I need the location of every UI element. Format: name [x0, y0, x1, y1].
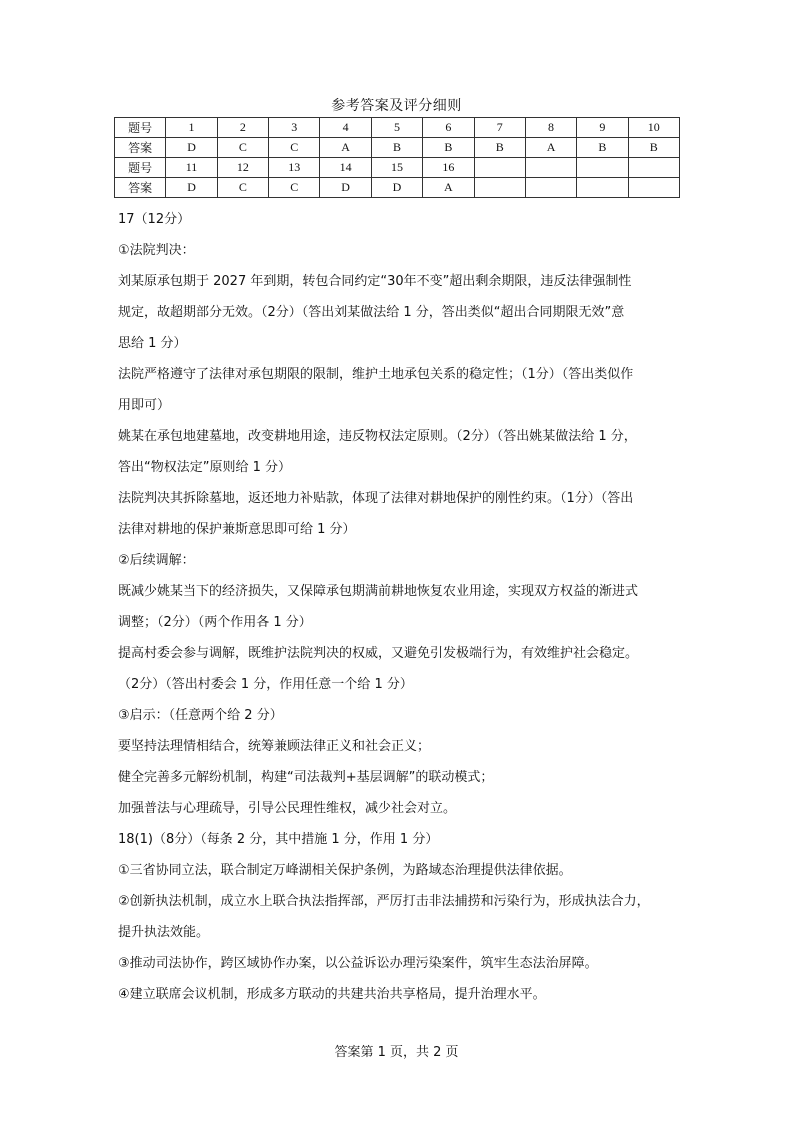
- table-cell: [525, 158, 576, 178]
- text-line: ③启示：（任意两个给 2 分）: [118, 708, 283, 723]
- table-cell: 15: [371, 158, 422, 178]
- table-cell: [474, 178, 525, 198]
- table-cell: 9: [577, 118, 628, 138]
- table-cell: [577, 158, 628, 178]
- text-line: 答出“物权法定”原则给 1 分）: [118, 460, 292, 475]
- text-line: 18(1)（8分）（每条 2 分，其中措施 1 分，作用 1 分）: [118, 832, 439, 847]
- text-line: ①法院判决：: [118, 243, 195, 258]
- page-title: 参考答案及评分细则: [331, 98, 462, 114]
- table-cell: B: [423, 138, 474, 158]
- table-cell: 11: [166, 158, 217, 178]
- table-row: [115, 118, 680, 138]
- text-line: 规定，故超期部分无效。（2分）（答出刘某做法给 1 分，答出类似“超出合同期限无效”意: [118, 305, 625, 320]
- text-line: 法律对耕地的保护兼斯意思即可给 1 分）: [118, 522, 356, 537]
- table-cell: 答案: [115, 138, 166, 158]
- table-cell: [628, 158, 679, 178]
- table-cell: 10: [628, 118, 679, 138]
- text-line: ③推动司法协作，跨区域协作办案，以公益诉讼办理污染案件，筑牢生态法治屏障。: [118, 956, 598, 971]
- table-cell: [577, 178, 628, 198]
- table-cell: 2: [217, 118, 268, 138]
- answer-table: [114, 117, 680, 198]
- table-cell: 16: [423, 158, 474, 178]
- page-footer: 答案第 1 页，共 2 页: [334, 1045, 459, 1060]
- text-line: 调整；（2分）（两个作用各 1 分）: [118, 615, 312, 630]
- table-cell: 题号: [115, 158, 166, 178]
- table-cell: D: [320, 178, 371, 198]
- text-line: 法院严格遵守了法律对承包期限的限制，维护土地承包关系的稳定性；（1分）（答出类似作: [118, 367, 634, 382]
- text-line: 要坚持法理情相结合，统筹兼顾法律正义和社会正义；: [118, 739, 431, 754]
- text-line: 刘某原承包期于 2027 年到期，转包合同约定“30年不变”超出剩余期限，违反法律强制性: [118, 274, 632, 289]
- text-line: 姚某在承包地建墓地，改变耕地用途，违反物权法定原则。（2分）（答出姚某做法给 1 分，: [118, 429, 637, 444]
- table-cell: B: [628, 138, 679, 158]
- table-cell: 1: [166, 118, 217, 138]
- table-cell: 3: [269, 118, 320, 138]
- table-cell: 7: [474, 118, 525, 138]
- text-line: 加强普法与心理疏导，引导公民理性维权，减少社会对立。: [118, 801, 457, 816]
- text-line: ①三省协同立法，联合制定万峰湖相关保护条例，为路域态治理提供法律依据。: [118, 863, 572, 878]
- text-line: 用即可）: [118, 398, 171, 413]
- table-cell: D: [166, 178, 217, 198]
- text-line: （2分）（答出村委会 1 分，作用任意一个给 1 分）: [118, 677, 413, 692]
- table-row: [115, 138, 680, 158]
- table-cell: B: [577, 138, 628, 158]
- table-cell: B: [371, 138, 422, 158]
- table-cell: 5: [371, 118, 422, 138]
- table-cell: [525, 178, 576, 198]
- table-cell: C: [217, 178, 268, 198]
- table-cell: A: [525, 138, 576, 158]
- table-cell: D: [166, 138, 217, 158]
- table-cell: 答案: [115, 178, 166, 198]
- table-cell: [474, 158, 525, 178]
- answer-explanations: [118, 204, 684, 1010]
- text-line: ②创新执法机制，成立水上联合执法指挥部，严厉打击非法捕捞和污染行为，形成执法合力，: [118, 894, 650, 909]
- text-line: 思给 1 分）: [118, 336, 187, 351]
- table-cell: D: [371, 178, 422, 198]
- table-row: [115, 158, 680, 178]
- text-line: 既减少姚某当下的经济损失，又保障承包期满前耕地恢复农业用途，实现双方权益的渐进式: [118, 584, 639, 599]
- table-cell: A: [423, 178, 474, 198]
- table-cell: 13: [269, 158, 320, 178]
- table-cell: C: [269, 138, 320, 158]
- table-cell: B: [474, 138, 525, 158]
- text-line: ②后续调解：: [118, 553, 195, 568]
- table-cell: 题号: [115, 118, 166, 138]
- text-line: 法院判决其拆除墓地，返还地力补贴款，体现了法律对耕地保护的刚性约束。（1分）（答出: [118, 491, 634, 506]
- table-cell: A: [320, 138, 371, 158]
- table-cell: 12: [217, 158, 268, 178]
- text-line: ④建立联席会议机制，形成多方联动的共建共治共享格局，提升治理水平。: [118, 987, 546, 1002]
- table-cell: 8: [525, 118, 576, 138]
- table-cell: 14: [320, 158, 371, 178]
- text-line: 17（12分）: [118, 212, 191, 227]
- text-line: 提升执法效能。: [118, 925, 210, 940]
- table-row: [115, 178, 680, 198]
- table-cell: C: [269, 178, 320, 198]
- text-line: 提高村委会参与调解，既维护法院判决的权威，又避免引发极端行为，有效维护社会稳定。: [118, 646, 639, 661]
- table-cell: C: [217, 138, 268, 158]
- table-cell: 6: [423, 118, 474, 138]
- table-cell: 4: [320, 118, 371, 138]
- table-cell: [628, 178, 679, 198]
- text-line: 健全完善多元解纷机制，构建“司法裁判+基层调解”的联动模式；: [118, 770, 494, 785]
